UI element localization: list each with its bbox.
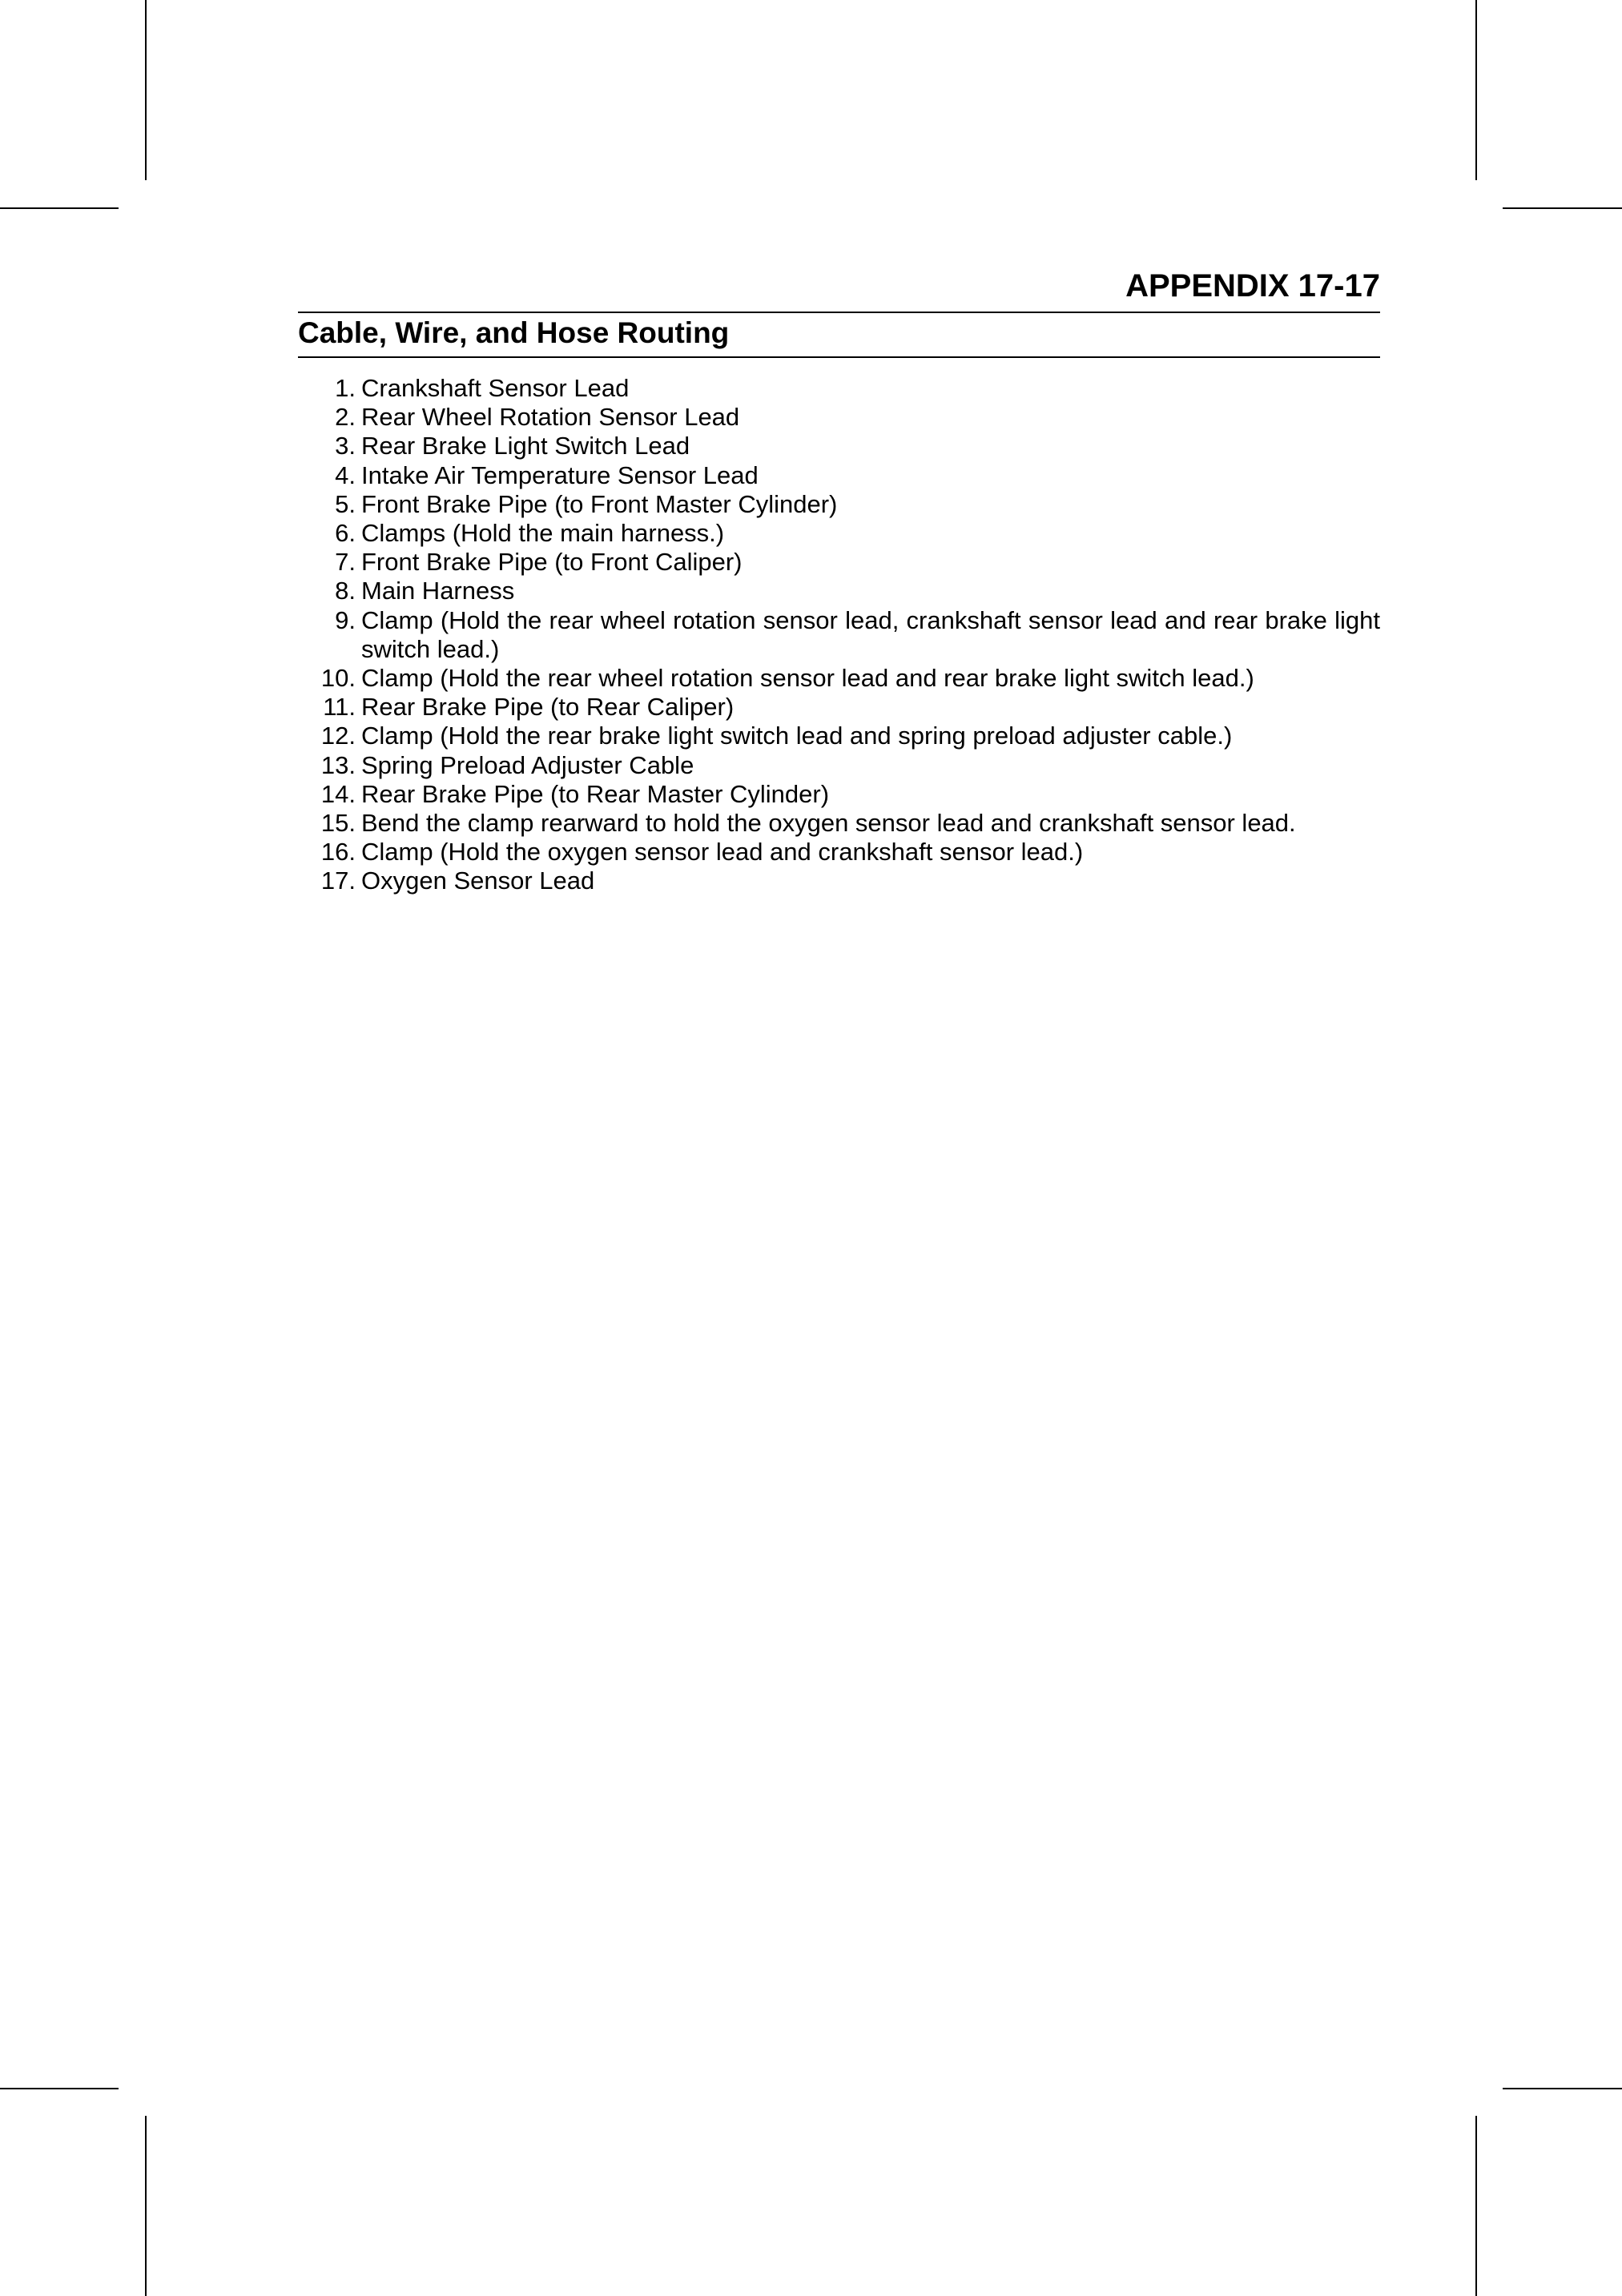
- legend-item: [298, 722, 1380, 750]
- legend-item: [298, 606, 1380, 664]
- legend-number: 3.: [335, 432, 356, 460]
- legend-item: [298, 867, 1380, 895]
- legend-item: [298, 490, 1380, 519]
- legend-text: Crankshaft Sensor Lead: [361, 374, 630, 402]
- legend-number: 11.: [323, 693, 356, 722]
- legend-number: 16.: [320, 838, 356, 867]
- crop-mark-top-right-vertical: [1475, 0, 1477, 180]
- legend-list: [298, 374, 1380, 896]
- legend-item: [298, 693, 1380, 722]
- legend-number: 8.: [335, 577, 356, 605]
- legend-item: [298, 809, 1380, 838]
- legend-text: Clamp (Hold the oxygen sensor lead and crankshaft sensor lead.): [361, 838, 1084, 867]
- legend-text: Clamp (Hold the rear brake light switch lead and spring preload adjuster cable.): [361, 722, 1233, 750]
- legend-number: 15.: [320, 809, 356, 838]
- section-rule: [298, 356, 1380, 358]
- legend-number: 10.: [320, 664, 356, 693]
- legend-item: [298, 577, 1380, 605]
- legend-number: 7.: [335, 548, 356, 577]
- crop-mark-bottom-left-horizontal: [0, 2088, 119, 2089]
- legend-text: Clamps (Hold the main harness.): [361, 519, 725, 548]
- legend-number: 6.: [335, 519, 356, 548]
- crop-mark-top-left-horizontal: [0, 207, 119, 209]
- legend-number: 5.: [335, 489, 356, 518]
- legend-item: [298, 548, 1380, 577]
- legend-number: 12.: [320, 722, 356, 750]
- legend-item: [298, 461, 1380, 490]
- crop-mark-bottom-left-vertical: [145, 2116, 147, 2296]
- legend-number: 1.: [335, 374, 356, 402]
- legend-number: 4.: [335, 460, 356, 489]
- legend-number: 2.: [335, 403, 356, 432]
- page-number: APPENDIX 17-17: [1125, 268, 1380, 304]
- page-header: [298, 264, 1380, 312]
- legend-text: Rear Wheel Rotation Sensor Lead: [361, 403, 740, 432]
- legend-number: 9.: [335, 605, 356, 634]
- legend-text: Intake Air Temperature Sensor Lead: [361, 460, 759, 489]
- legend-text: Spring Preload Adjuster Cable: [361, 750, 694, 779]
- legend-text: Bend the clamp rearward to hold the oxygen sensor lead and crankshaft sensor lead.: [361, 809, 1296, 838]
- crop-mark-bottom-right-horizontal: [1503, 2088, 1622, 2089]
- legend-item: [298, 374, 1380, 403]
- crop-mark-bottom-right-vertical: [1475, 2116, 1477, 2296]
- legend-text: Rear Brake Pipe (to Rear Caliper): [361, 693, 735, 722]
- legend-item: [298, 780, 1380, 809]
- legend-item: [298, 838, 1380, 867]
- crop-mark-top-right-horizontal: [1503, 207, 1622, 209]
- legend-text: Front Brake Pipe (to Front Master Cylinder): [361, 489, 838, 518]
- legend-number: 17.: [320, 867, 356, 895]
- legend-item: [298, 403, 1380, 432]
- legend-number: 14.: [320, 779, 356, 808]
- legend-text: Front Brake Pipe (to Front Caliper): [361, 548, 743, 577]
- legend-text: Main Harness: [361, 577, 515, 605]
- legend-text: Rear Brake Pipe (to Rear Master Cylinder): [361, 779, 830, 808]
- section-title: Cable, Wire, and Hose Routing: [298, 316, 730, 349]
- legend-number: 13.: [320, 750, 356, 779]
- legend-item: [298, 519, 1380, 548]
- crop-mark-top-left-vertical: [145, 0, 147, 180]
- legend-text: Oxygen Sensor Lead: [361, 867, 595, 895]
- legend-text: Rear Brake Light Switch Lead: [361, 432, 690, 460]
- legend-item: [298, 432, 1380, 460]
- legend-text: Clamp (Hold the rear wheel rotation sensor lead, crankshaft sensor lead and rear brake light switch lead.): [361, 605, 1380, 663]
- legend-text: Clamp (Hold the rear wheel rotation sensor lead and rear brake light switch lead.): [361, 664, 1254, 693]
- legend-item: [298, 751, 1380, 780]
- legend-item: [298, 664, 1380, 693]
